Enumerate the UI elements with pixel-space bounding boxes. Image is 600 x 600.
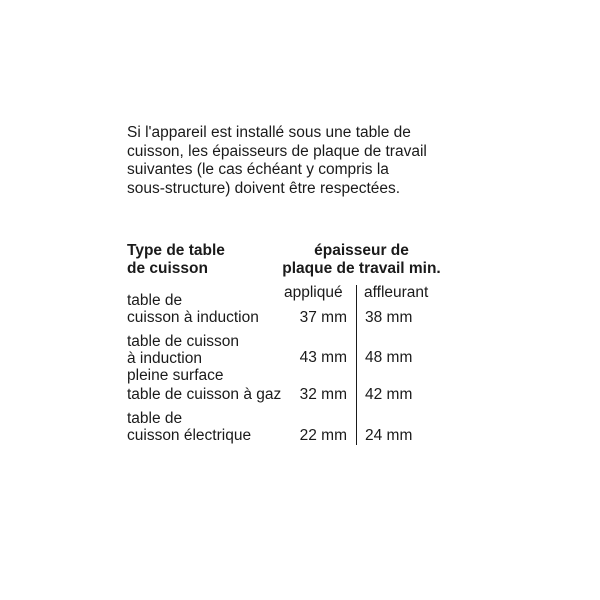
row-flush-value: 38 mm — [365, 309, 413, 326]
column-divider — [356, 285, 357, 445]
intro-line: suivantes (le cas échéant y compris la — [127, 161, 389, 178]
row-cooktop-type — [127, 333, 239, 384]
row-type-line: cuisson électrique — [127, 427, 252, 444]
row-cooktop-type — [127, 410, 251, 444]
row-cooktop-type — [127, 386, 281, 403]
header-line: plaque de travail min. — [282, 260, 441, 277]
header-line: de cuisson — [127, 260, 208, 277]
row-applied-value: 32 mm — [299, 386, 347, 403]
row-type-line: table de cuisson à gaz — [127, 386, 282, 403]
subheader-flush: affleurant — [364, 284, 429, 301]
row-flush-value: 48 mm — [365, 349, 413, 366]
row-flush-value: 42 mm — [365, 386, 413, 403]
intro-line: cuisson, les épaisseurs de plaque de travail — [127, 142, 427, 160]
row-type-line: table de — [127, 410, 183, 427]
intro-line: sous-structure) doivent être respectées. — [127, 179, 401, 197]
row-type-line: pleine surface — [127, 367, 224, 384]
header-min-thickness — [281, 242, 442, 278]
row-applied-value: 43 mm — [299, 349, 347, 366]
row-cooktop-type — [127, 292, 259, 326]
row-applied-value: 22 mm — [299, 427, 347, 444]
header-line: épaisseur de — [314, 242, 409, 259]
row-type-line: table de — [127, 292, 183, 309]
row-type-line: cuisson à induction — [127, 309, 259, 326]
row-flush-value: 24 mm — [365, 427, 413, 444]
intro-line: Si l'appareil est installé sous une table de — [127, 124, 411, 141]
row-type-line: table de cuisson — [127, 333, 240, 350]
header-line: Type de table — [127, 242, 225, 259]
subheader-applied: appliqué — [284, 284, 343, 301]
row-type-line: à induction — [127, 350, 202, 367]
header-cooktop-type — [127, 242, 225, 278]
row-applied-value: 37 mm — [299, 309, 347, 326]
